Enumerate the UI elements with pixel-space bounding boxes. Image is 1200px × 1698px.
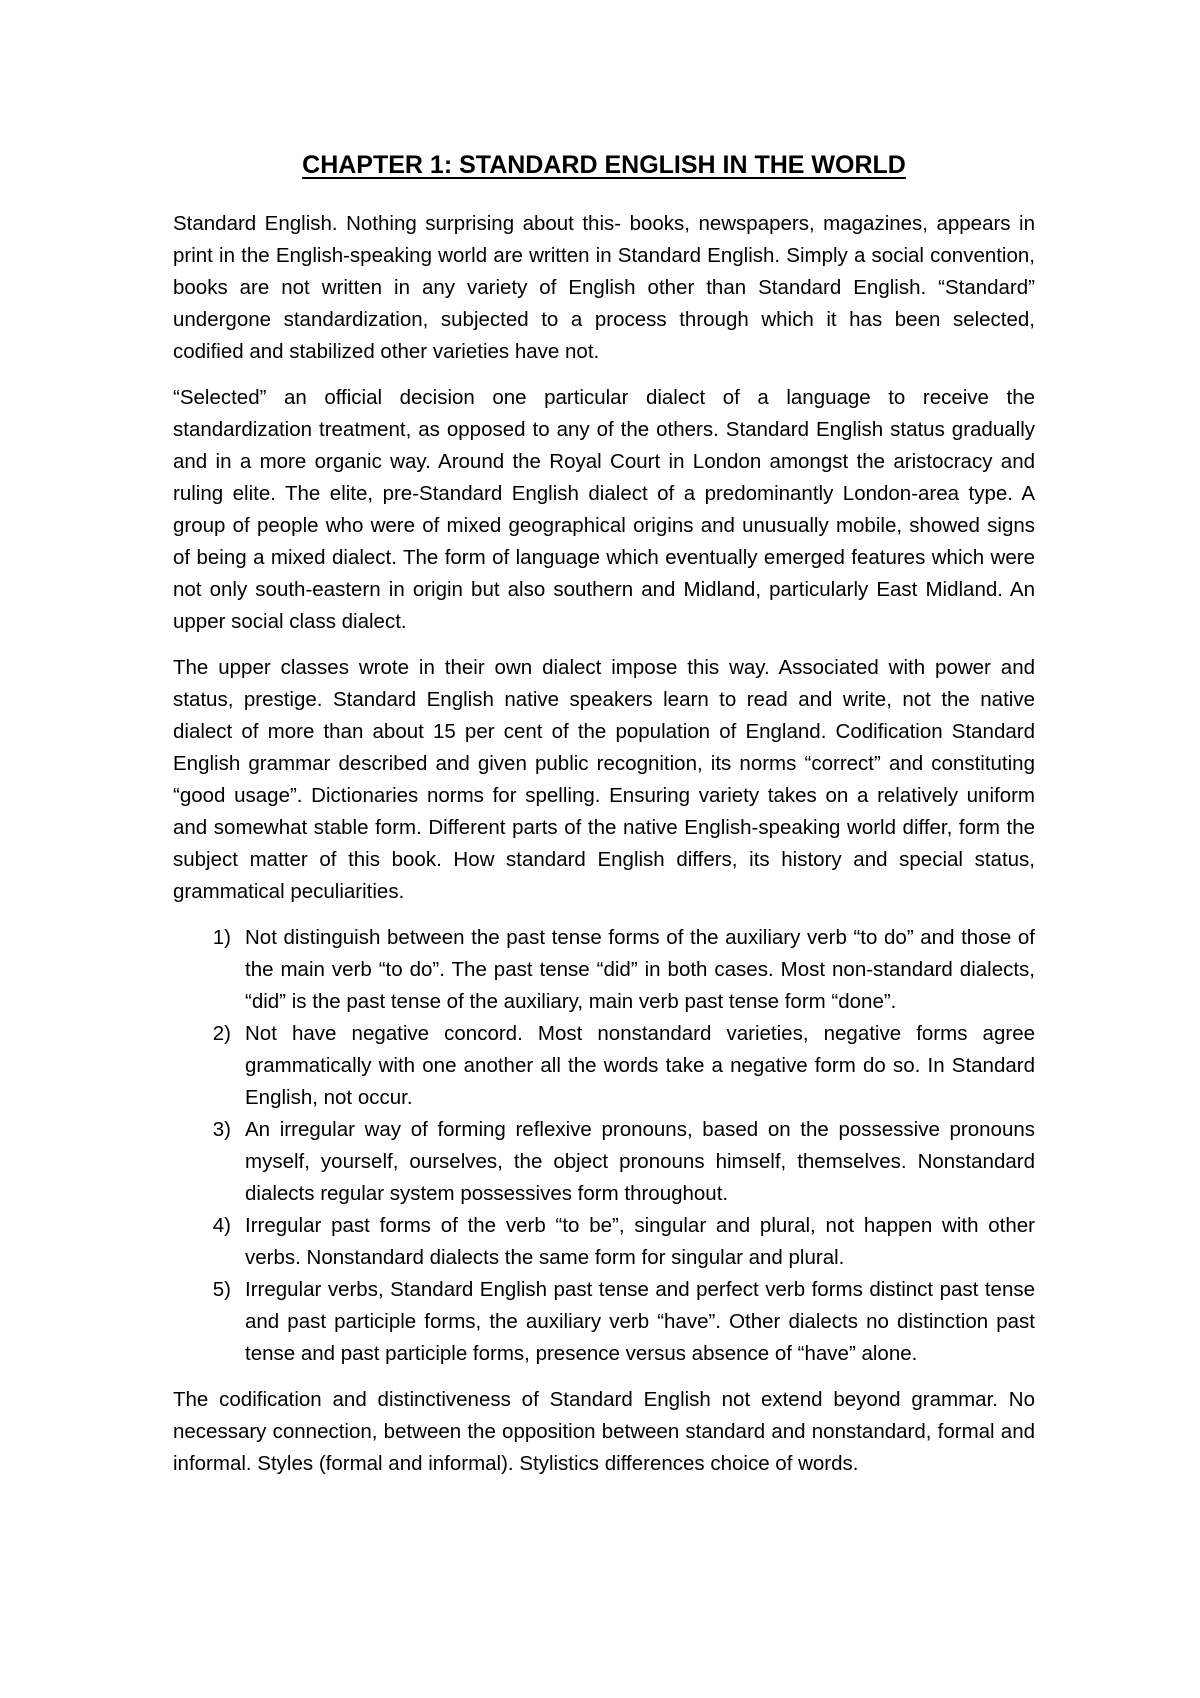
list-item [173,1018,1035,1114]
list-item [173,922,1035,1018]
list-item [173,1114,1035,1210]
chapter-title: CHAPTER 1: STANDARD ENGLISH IN THE WORLD [302,151,906,179]
numbered-list [173,922,1035,1370]
paragraph-upper-classes: The upper classes wrote in their own dialect impose this way. Associated with power and status, prestige. Standard English native speakers learn to read and write, not the native dialect of more than about 15 per cent of the population of England. Codification Standard English grammar described and given public recognition, its norms “correct” and constituting “good usage”. Dictionaries norms for spelling. Ensuring variety takes on a relatively uniform and somewhat stable form. Different parts of the native English-speaking world differ, form the subject matter of this book. How standard English differs, its history and special status, grammatical peculiarities. [173,656,1035,903]
list-text: Not distinguish between the past tense forms of the auxiliary verb “to do” and those of the main verb “to do”. The past tense “did” in both cases. Most non-standard dialects, “did” is the past tense of the auxiliary, main verb past tense form “done”. [245,926,1035,1013]
list-text: An irregular way of forming reflexive pronouns, based on the possessive pronouns myself, yourself, ourselves, the object pronouns himself, themselves. Nonstandard dialects regular system possessives form throughout. [245,1118,1035,1205]
list-text: Irregular verbs, Standard English past tense and perfect verb forms distinct past tense and past participle forms, the auxiliary verb “have”. Other dialects no distinction past tense and past participle forms, presence versus absence of “have” alone. [245,1278,1035,1365]
paragraph-intro: Standard English. Nothing surprising about this- books, newspapers, magazines, appears in print in the English-speaking world are written in Standard English. Simply a social convention, books are not written in any variety of English other than Standard English. “Standard” undergone standardization, subjected to a process through which it has been selected, codified and stabilized other varieties have not. [173,212,1035,363]
document-page [173,148,1035,1494]
list-text: Not have negative concord. Most nonstandard varieties, negative forms agree grammatically with one another all the words take a negative form do so. In Standard English, not occur. [245,1022,1035,1109]
list-number: 2) [212,1022,231,1045]
paragraph-closing: The codification and distinctiveness of Standard English not extend beyond grammar. No necessary connection, between the opposition between standard and nonstandard, formal and informal. Styles (formal and informal). Stylistics differences choice of words. [173,1388,1035,1475]
list-number: 1) [212,926,231,949]
list-item [173,1274,1035,1370]
list-text: Irregular past forms of the verb “to be”, singular and plural, not happen with other verbs. Nonstandard dialects the same form for singular and plural. [245,1214,1035,1269]
list-number: 5) [212,1278,231,1301]
list-item [173,1210,1035,1274]
list-number: 4) [212,1214,231,1237]
list-number: 3) [212,1118,231,1141]
paragraph-selected: “Selected” an official decision one particular dialect of a language to receive the standardization treatment, as opposed to any of the others. Standard English status gradually and in a more organic way. Around the Royal Court in London amongst the aristocracy and ruling elite. The elite, pre-Standard English dialect of a predominantly London-area type. A group of people who were of mixed geographical origins and unusually mobile, showed signs of being a mixed dialect. The form of language which eventually emerged features which were not only south-eastern in origin but also southern and Midland, particularly East Midland. An upper social class dialect. [173,386,1035,633]
